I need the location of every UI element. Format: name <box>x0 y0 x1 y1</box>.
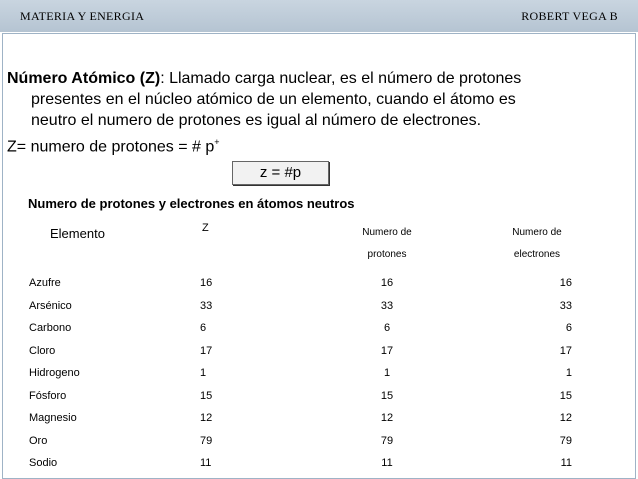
z-definition-sup: + <box>214 137 220 147</box>
definition-line-2: presentes en el núcleo atómico de un elemento, cuando el átomo es <box>31 91 516 108</box>
table-row <box>22 362 612 385</box>
definition-line-1: : Llamado carga nuclear, es el número de protones <box>160 70 522 87</box>
cell-z: 16 <box>200 277 213 290</box>
table-header-row <box>22 216 612 272</box>
header-electrons: Numero de electrones <box>512 227 562 260</box>
z-definition-text: Z= numero de protones = # p <box>7 138 215 156</box>
cell-protons: 12 <box>380 412 394 425</box>
cell-protons: 17 <box>380 344 394 357</box>
cell-z: 79 <box>200 434 213 447</box>
cell-z: 17 <box>200 344 213 357</box>
cell-protons: 11 <box>381 457 393 470</box>
cell-protons: 16 <box>380 277 394 290</box>
cell-protons: 1 <box>383 367 391 380</box>
cell-electrons: 79 <box>559 434 572 447</box>
z-definition <box>7 132 220 157</box>
cell-element: Fósforo <box>29 389 67 402</box>
table-row <box>22 452 612 475</box>
course-title: MATERIA Y ENERGIA <box>20 9 145 23</box>
cell-element: Oro <box>29 434 48 447</box>
definition-paragraph <box>7 68 602 131</box>
cell-element: Magnesio <box>29 412 77 425</box>
table-title: Numero de protones y electrones en átomos neutros <box>28 196 355 211</box>
cell-protons: 33 <box>380 299 394 312</box>
definition-term: Número Atómico (Z) <box>7 70 161 87</box>
table-row <box>22 272 612 295</box>
cell-element: Sodio <box>29 457 58 470</box>
cell-electrons: 12 <box>559 412 572 425</box>
cell-element: Hidrogeno <box>29 367 80 380</box>
cell-z: 1 <box>200 367 207 380</box>
cell-electrons: 33 <box>559 299 572 312</box>
cell-electrons: 6 <box>565 322 572 335</box>
cell-z: 12 <box>200 412 213 425</box>
table-row <box>22 385 612 408</box>
header-protons: Numero de protones <box>362 227 412 260</box>
table-row <box>22 317 612 340</box>
cell-element: Carbono <box>29 322 72 335</box>
cell-protons: 6 <box>383 322 391 335</box>
cell-element: Arsénico <box>29 299 72 312</box>
cell-element: Cloro <box>29 344 56 357</box>
definition-line-3: neutro el numero de protones es igual al número de electrones. <box>31 112 482 129</box>
cell-protons: 15 <box>380 389 394 402</box>
table-row <box>22 295 612 318</box>
header-bar <box>0 0 638 32</box>
table-row <box>22 407 612 430</box>
cell-electrons: 11 <box>560 457 572 470</box>
header-z: Z <box>202 222 209 234</box>
cell-protons: 79 <box>380 434 394 447</box>
cell-electrons: 15 <box>559 389 572 402</box>
cell-element: Azufre <box>29 277 61 290</box>
formula-box: z = #p <box>232 161 329 185</box>
cell-electrons: 17 <box>559 344 572 357</box>
table-row <box>22 340 612 363</box>
cell-z: 15 <box>200 389 213 402</box>
author-name: ROBERT VEGA B <box>521 9 618 23</box>
table-row <box>22 430 612 453</box>
cell-z: 6 <box>200 322 207 335</box>
cell-z: 11 <box>200 457 212 470</box>
header-element: Elemento <box>50 226 105 241</box>
elements-table <box>22 216 612 475</box>
cell-electrons: 1 <box>565 367 572 380</box>
cell-z: 33 <box>200 299 213 312</box>
cell-electrons: 16 <box>559 277 572 290</box>
